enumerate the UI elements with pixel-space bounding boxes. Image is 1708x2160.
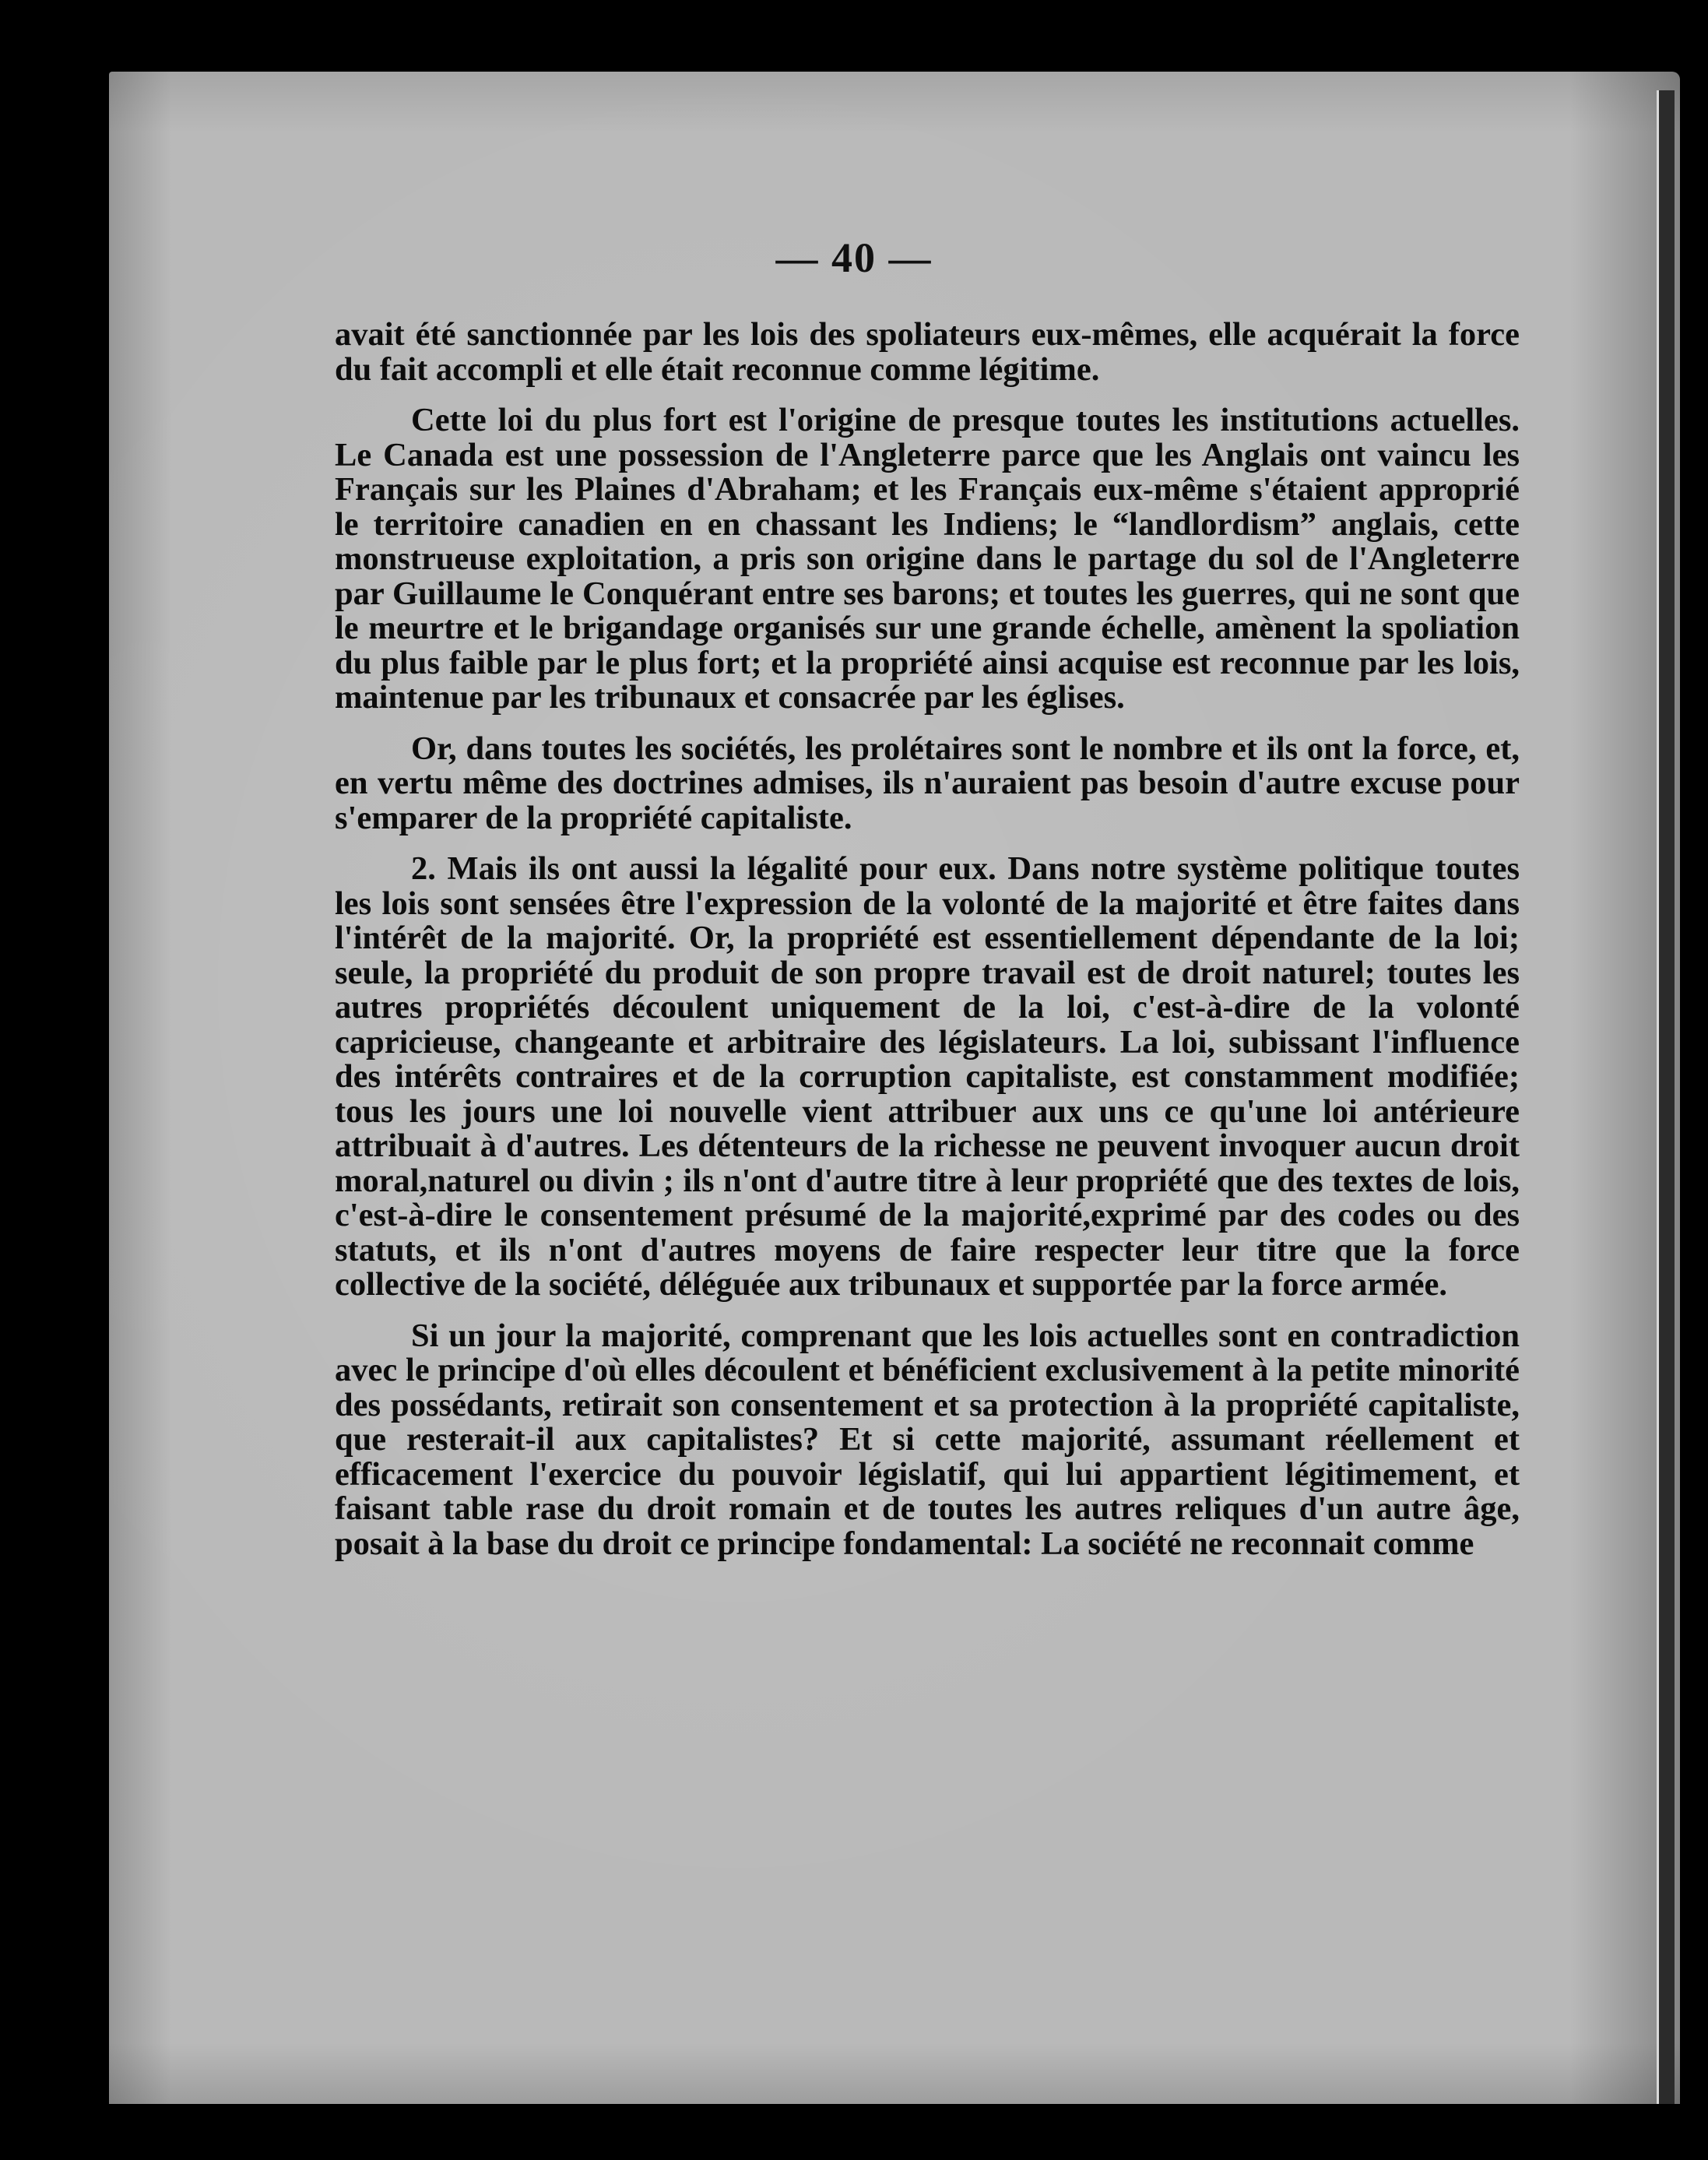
body-text [335, 318, 1520, 1578]
paragraph-loi-du-plus-fort: Cette loi du plus fort est l'origine de presque toutes les institutions actuelles. Le Canada est une possession de l'Angleterre parce que les Anglais ont vaincu les Français sur les Plaines d'Abraham; et les Français eux-même s'étaient approprié le territoire canadien en en chassant les Indiens; le “landlordism” anglais, cette monstrueuse exploitation, a pris son origine dans le partage du sol de l'Angleterre par Guillaume le Conquérant entre ses barons; et toutes les guerres, qui ne sont que le meurtre et le brigandage organisés sur une grande échelle, amènent la spoliation du plus faible par le plus fort; et la propriété ainsi acquise est reconnue par les lois, maintenue par les tribunaux et consacrée par les églises. [335, 402, 1520, 716]
paragraph-legalite: 2. Mais ils ont aussi la légalité pour eux. Dans notre système politique toutes les lois sont sensées être l'expression de la volonté de la majorité et être faites dans l'intérêt de la majorité. Or, la propriété est essentiellement dépendante de la loi; seule, la propriété du produit de son propre travail est de droit naturel; toutes les autres propriétés découlent uniquement de la loi, c'est-à-dire de la volonté capricieuse, changeante et arbitraire des législateurs. La loi, subissant l'influence des intérêts contraires et de la corruption capitaliste, est constamment modifiée; tous les jours une loi nouvelle vient attribuer aux uns ce qu'une loi antérieure attribuait à d'autres. Les détenteurs de la richesse ne peuvent invoquer aucun droit moral,naturel ou divin ; ils n'ont d'autre titre à leur propriété que des textes de lois, c'est-à-dire le consentement présumé de la majorité,exprimé par des codes ou des statuts, et ils n'ont d'autres moyens de faire respecter leur titre que la force collective de la société, déléguée aux tribunaux et supportée par la force armée. [335, 850, 1520, 1303]
paragraph-majorite: Si un jour la majorité, comprenant que les lois actuelles sont en contradiction avec le principe d'où elles découlent et bénéficient exclusivement à la petite minorité des possédants, retirait son consentement et sa protection à la propriété capitaliste, que resterait-il aux capitalistes? Et si cette majorité, assumant réellement et efficacement l'exercice du pouvoir législatif, qui lui appartient légitimement, et faisant table rase du droit romain et de toutes les autres reliques d'un autre âge, posait à la base du droit ce principe fondamental: La société ne reconnait comme [335, 1317, 1520, 1562]
paragraph-proletaires: Or, dans toutes les sociétés, les prolétaires sont le nombre et ils ont la force, et, en vertu même des doctrines admises, ils n'auraient pas besoin d'autre excuse pour s'emparer de la propriété capitaliste. [335, 730, 1520, 836]
paragraph-continuation: avait été sanctionnée par les lois des spoliateurs eux-mêmes, elle acquérait la force du fait accompli et elle était reconnue comme légitime. [335, 316, 1520, 388]
page-number: — 40 — [775, 234, 933, 281]
book-binding-edge [1657, 90, 1675, 2104]
